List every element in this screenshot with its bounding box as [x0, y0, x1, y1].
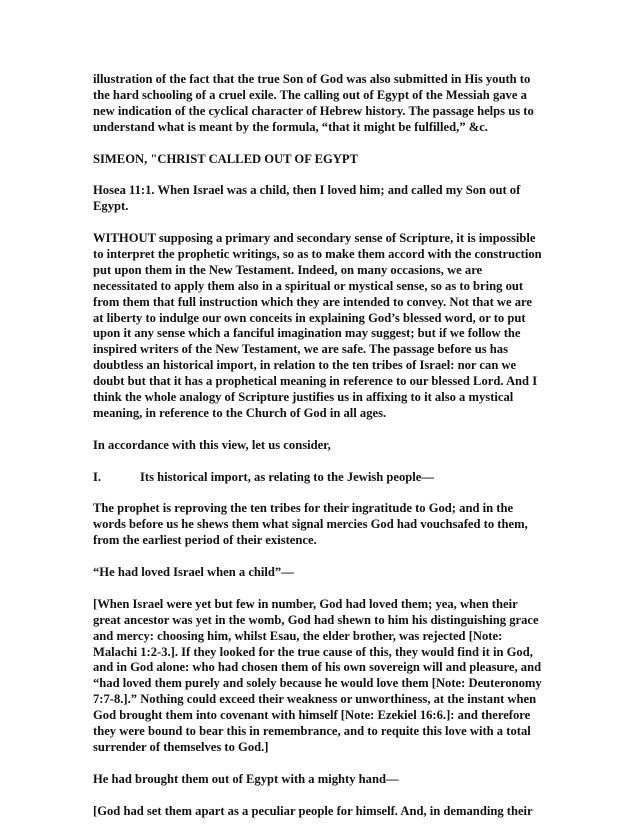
section-number: I. — [93, 469, 102, 484]
body-paragraph: [God had set them apart as a peculiar people for himself. And, in demanding their — [93, 803, 533, 818]
scripture-reference: Hosea 11:1. When Israel was a child, then I loved him; and called my Son out of Egypt. — [93, 183, 521, 214]
section-heading-text: Its historical import, as relating to the Jewish people— — [140, 469, 434, 484]
body-paragraph: The prophet is reproving the ten tribes for their ingratitude to God; and in the words before us he shews them what signal mercies God had vouchsafed to them, from the earliest period of their existence. — [93, 501, 528, 548]
section-heading — [93, 470, 551, 486]
body-paragraph: In accordance with this view, let us consider, — [93, 437, 331, 452]
body-paragraph: WITHOUT supposing a primary and secondary sense of Scripture, it is impossible to interpret the prophetic writings, so as to make them accord with the construction put upon them in the New Testament. Indeed, on many occasions, we are necessitated to apply them also in a spiritual or mystical sense, so as to bring out from them that full instruction which they are intended to convey. Not that we are at liberty to indulge our own conceits in explaining God’s blessed word, or to put upon it any sense which a fanciful imagination may suggest; but if we follow the inspired writers of the New Testament, we are safe. The passage before us has doubtless an historical import, in relation to the ten tribes of Israel: nor can we doubt but that it has a prophetical meaning in reference to our blessed Lord. And I think the whole analogy of Scripture justifies us in affixing to it also a mystical meaning, in reference to the Church of God in all ages. — [93, 231, 542, 420]
section-title: SIMEON, "CHRIST CALLED OUT OF EGYPT — [93, 151, 358, 166]
intro-paragraph: illustration of the fact that the true Son of God was also submitted in His youth to the hard schooling of a cruel exile. The calling out of Egypt of the Messiah gave a new indication of the cyclical character of Hebrew history. The passage helps us to understand what is meant by the formula, “that it might be fulfilled,” &c. — [93, 72, 534, 134]
subheading: “He had loved Israel when a child”— — [93, 564, 294, 579]
subheading: He had brought them out of Egypt with a mighty hand— — [93, 771, 399, 786]
body-paragraph: [When Israel were yet but few in number, God had loved them; yea, when their great ancestor was yet in the womb, God had shewn to him his distinguishing grace and mercy: choosing him, whilst Esau, the elder brother, was rejected [Note: Malachi 1:2-3.]. If they looked for the true cause of this, they would find it in God, and in God alone: who had chosen them of his own sovereign will and pleasure, and “had loved them purely and solely because he would love them [Note: Deuteronomy 7:7-8.].” Nothing could exceed their weakness or unworthiness, at the instant when God brought them into covenant with himself [Note: Ezekiel 16:6.]: and therefore they were bound to bear this in remembrance, and to requite this love with a total surrender of themselves to God.] — [93, 596, 542, 754]
document-page — [93, 72, 551, 835]
